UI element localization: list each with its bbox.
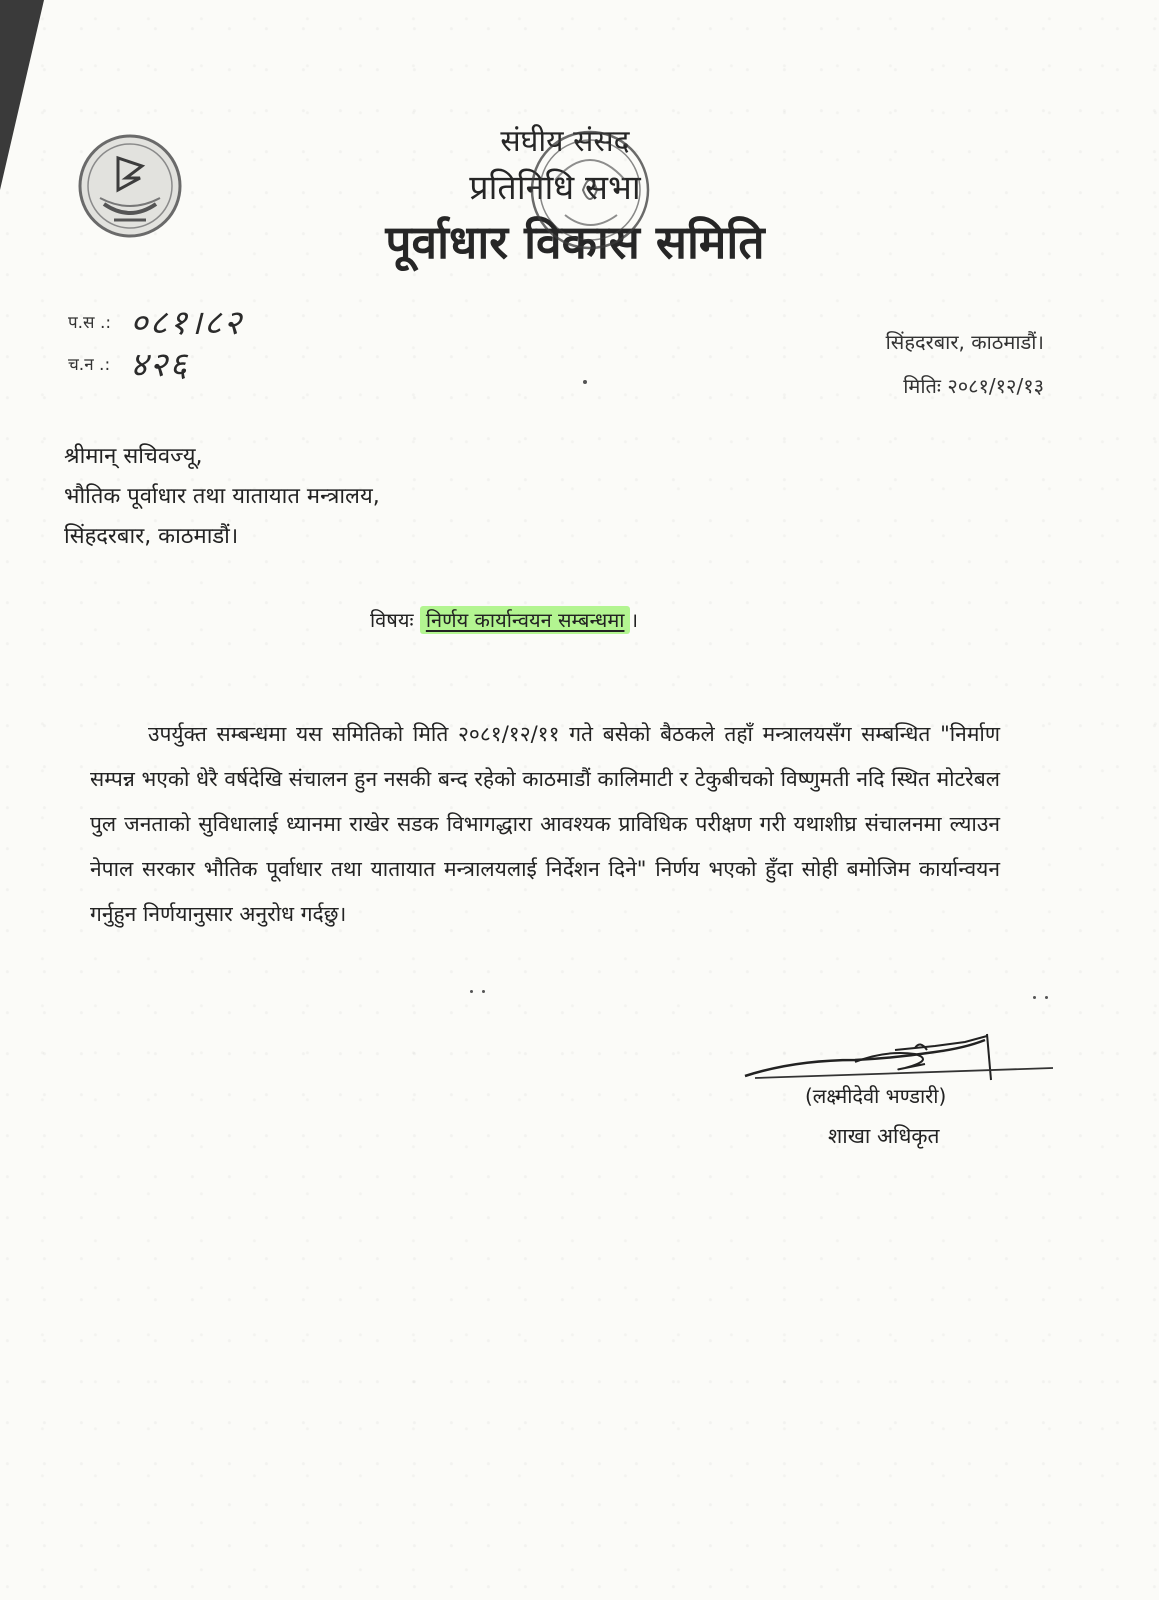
cha-na-label: च.न .: bbox=[68, 354, 111, 375]
letter-body: उपर्युक्त सम्बन्धमा यस समितिको मिति २०८१/१२/११ गते बसेको बैठकले तहाँ मन्त्रालयसँग सम्बन्धित "निर्माण सम्पन्न भएको धेरै वर्षदेखि संचालन हुन नसकी बन्द रहेको काठमाडौं कालिमाटी र टेकुबीचको विष्णुमती नदि स्थित मोटरेबल पुल जनताको सुविधालाई ध्यानमा राखेर सडक विभागद्धारा आवश्यक प्राविधिक परीक्षण गरी यथाशीघ्र संचालनमा ल्याउन नेपाल सरकार भौतिक पूर्वाधार तथा यातायात मन्त्रालयलाई निर्देशन दिने" निर्णय भएको हुँदा सोही बमोजिम कार्यान्वयन गर्नुहुन निर्णयानुसार अनुरोध गर्दछु। bbox=[90, 722, 1000, 926]
letterhead-line-1: संघीय संसद bbox=[500, 124, 630, 159]
place: सिंहदरबार, काठमाडौं। bbox=[885, 330, 1044, 354]
handwritten-signature bbox=[735, 1020, 1055, 1090]
government-emblem-icon bbox=[70, 128, 190, 248]
office-seal-stamp bbox=[525, 120, 655, 260]
signatory-title: शाखा अधिकृत bbox=[828, 1124, 940, 1148]
subject-end: । bbox=[630, 608, 639, 632]
cha-na-value: ४२६ bbox=[130, 345, 190, 385]
scan-speck bbox=[482, 990, 485, 993]
date: मितिः २०८१/१२/१३ bbox=[903, 374, 1044, 398]
pa-sa-value: ०८१।८२ bbox=[130, 303, 244, 343]
signatory-name: (लक्ष्मीदेवी भण्डारी) bbox=[805, 1084, 947, 1108]
addressee-line-3: सिंहदरबार, काठमाडौं। bbox=[64, 524, 239, 549]
subject-text: निर्णय कार्यान्वयन सम्बन्धमा bbox=[420, 606, 631, 634]
letterhead-line-2: प्रतिनिधि सभा bbox=[469, 168, 641, 208]
addressee-line-2: भौतिक पूर्वाधार तथा यातायात मन्त्रालय, bbox=[64, 484, 380, 509]
scan-corner-shadow bbox=[0, 0, 44, 190]
pa-sa-label: प.स .: bbox=[68, 312, 112, 333]
addressee-line-1: श्रीमान् सचिवज्यू, bbox=[64, 444, 203, 469]
scan-speck bbox=[583, 380, 587, 384]
subject-line bbox=[370, 606, 638, 633]
subject-label: विषयः bbox=[370, 608, 414, 632]
place-date-block bbox=[886, 320, 1044, 408]
reference-numbers bbox=[68, 300, 243, 384]
scan-speck bbox=[1033, 996, 1036, 999]
letterhead-line-3: पूर्वाधार विकास समिति bbox=[385, 215, 765, 269]
scan-speck bbox=[1045, 996, 1048, 999]
addressee-block bbox=[64, 437, 380, 557]
scan-speck bbox=[470, 990, 473, 993]
